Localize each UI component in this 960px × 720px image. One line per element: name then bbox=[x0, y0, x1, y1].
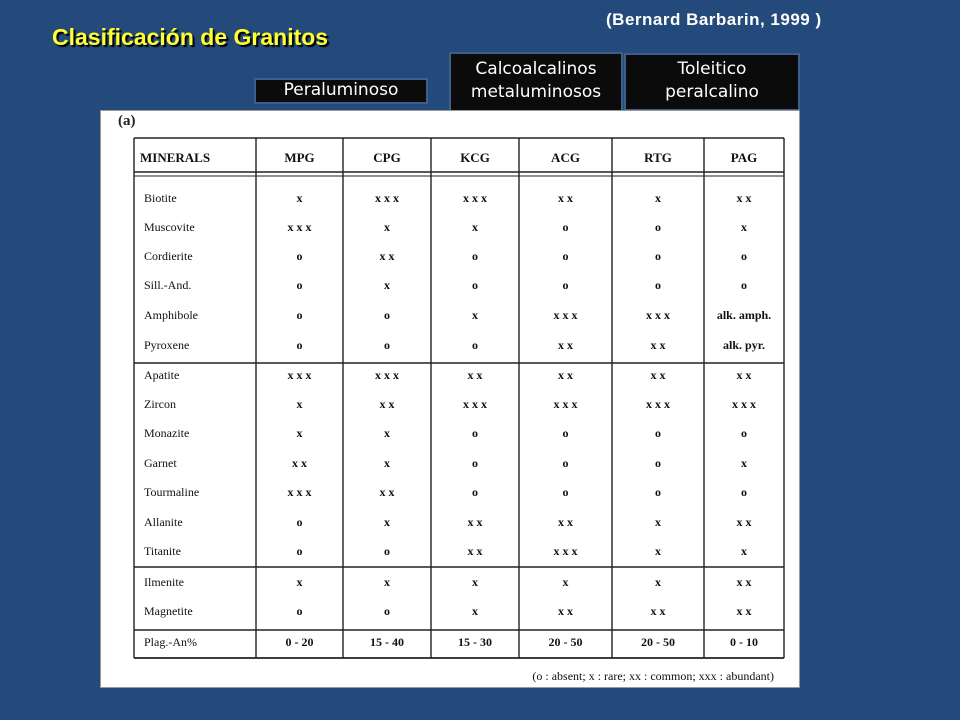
scanned-table-document bbox=[100, 110, 800, 688]
tag-calcoalcalinos-line2: metaluminosos bbox=[470, 82, 602, 102]
mineral-abundance: o bbox=[296, 308, 303, 322]
mineral-abundance: x x bbox=[467, 544, 483, 558]
mineral-abundance: x x bbox=[736, 575, 752, 589]
mineral-name: Pyroxene bbox=[144, 338, 190, 352]
mineral-abundance: x x x bbox=[646, 397, 670, 411]
mineral-abundance: x bbox=[384, 220, 390, 234]
mineral-name: Allanite bbox=[144, 515, 183, 529]
mineral-abundance: x x bbox=[379, 397, 395, 411]
mineral-name: Tourmaline bbox=[144, 485, 200, 499]
mineral-abundance: o bbox=[296, 544, 303, 558]
mineral-abundance: x x bbox=[558, 368, 573, 382]
mineral-abundance: x x bbox=[379, 485, 395, 499]
column-header: MINERALS bbox=[140, 150, 211, 165]
mineral-abundance: x x bbox=[736, 604, 752, 618]
table-grid-lines bbox=[100, 110, 800, 688]
mineral-abundance: x x bbox=[650, 368, 666, 382]
mineral-abundance: x x x bbox=[553, 308, 578, 322]
mineral-abundance: x bbox=[296, 397, 303, 411]
mineral-abundance: x bbox=[296, 575, 303, 589]
mineral-abundance: x x bbox=[736, 191, 752, 205]
mineral-abundance: x x bbox=[467, 368, 483, 382]
mineral-abundance: x bbox=[384, 575, 390, 589]
mineral-abundance: o bbox=[562, 278, 569, 292]
tag-calcoalcalinos bbox=[449, 52, 623, 112]
column-header: CPG bbox=[373, 150, 401, 165]
mineral-name: Biotite bbox=[144, 191, 177, 205]
mineral-abundance: o bbox=[384, 604, 390, 618]
mineral-abundance: x bbox=[741, 456, 747, 470]
mineral-abundance: x x x bbox=[375, 191, 399, 205]
mineral-name: Monazite bbox=[144, 426, 190, 440]
mineral-abundance: x x x bbox=[646, 308, 670, 322]
mineral-abundance: o bbox=[655, 456, 661, 470]
mineral-abundance: 15 - 30 bbox=[458, 635, 492, 649]
mineral-abundance: o bbox=[472, 338, 478, 352]
mineral-abundance: x bbox=[472, 220, 478, 234]
mineral-abundance: o bbox=[562, 249, 569, 263]
mineral-abundance: x x bbox=[558, 515, 573, 529]
mineral-abundance: o bbox=[655, 426, 661, 440]
citation: (Bernard Barbarin, 1999 ) bbox=[606, 10, 822, 29]
mineral-abundance: x x bbox=[650, 604, 666, 618]
tag-toleitico bbox=[624, 53, 800, 111]
mineral-abundance: o bbox=[472, 426, 478, 440]
mineral-abundance: o bbox=[384, 308, 390, 322]
mineral-abundance: x bbox=[296, 426, 303, 440]
tag-peraluminoso-label: Peraluminoso bbox=[283, 80, 399, 100]
mineral-abundance: o bbox=[741, 485, 747, 499]
mineral-abundance: x x x bbox=[553, 397, 578, 411]
tag-toleitico-line2: peralcalino bbox=[665, 82, 759, 102]
mineral-abundance: x bbox=[655, 544, 661, 558]
mineral-abundance: o bbox=[384, 544, 390, 558]
mineral-name: Plag.-An% bbox=[144, 635, 197, 649]
mineral-abundance: 20 - 50 bbox=[548, 635, 583, 649]
tag-calcoalcalinos-line1: Calcoalcalinos bbox=[475, 59, 597, 79]
mineral-name: Sill.-And. bbox=[144, 278, 192, 292]
mineral-abundance: o bbox=[741, 426, 747, 440]
mineral-abundance: o bbox=[296, 249, 303, 263]
mineral-abundance: x bbox=[384, 278, 390, 292]
mineral-abundance: x bbox=[472, 575, 478, 589]
mineral-abundance: o bbox=[655, 278, 661, 292]
mineral-abundance: x x bbox=[558, 338, 573, 352]
mineral-abundance: 0 - 20 bbox=[285, 635, 314, 649]
tag-peraluminoso bbox=[254, 78, 428, 104]
mineral-abundance: x bbox=[384, 426, 390, 440]
mineral-abundance: o bbox=[655, 220, 661, 234]
mineral-abundance: o bbox=[296, 338, 303, 352]
column-header: KCG bbox=[460, 150, 490, 165]
mineral-abundance: x bbox=[296, 191, 303, 205]
mineral-abundance: 0 - 10 bbox=[730, 635, 758, 649]
mineral-abundance: x x x bbox=[375, 368, 399, 382]
mineral-abundance: x x x bbox=[287, 485, 312, 499]
mineral-abundance: o bbox=[472, 456, 478, 470]
mineral-name: Amphibole bbox=[144, 308, 198, 322]
mineral-abundance: o bbox=[296, 604, 303, 618]
mineral-abundance: x x bbox=[736, 515, 752, 529]
mineral-name: Magnetite bbox=[144, 604, 193, 618]
mineral-abundance: x bbox=[472, 604, 478, 618]
mineral-abundance: x bbox=[384, 515, 390, 529]
mineral-name: Ilmenite bbox=[144, 575, 184, 589]
mineral-abundance: x x bbox=[467, 515, 483, 529]
column-header: PAG bbox=[730, 150, 758, 165]
mineral-abundance: x x bbox=[379, 249, 395, 263]
table-legend: (o : absent; x : rare; xx : common; xxx : abundant) bbox=[532, 669, 774, 683]
mineral-abundance: o bbox=[741, 278, 747, 292]
column-header: MPG bbox=[284, 150, 315, 165]
mineral-abundance: x x bbox=[736, 368, 752, 382]
mineral-name: Apatite bbox=[144, 368, 180, 382]
mineral-abundance: x x x bbox=[463, 191, 487, 205]
mineral-name: Titanite bbox=[144, 544, 181, 558]
mineral-abundance: o bbox=[655, 249, 661, 263]
mineral-abundance: o bbox=[296, 278, 303, 292]
mineral-abundance: o bbox=[472, 485, 478, 499]
slide-title: Clasificación de Granitos bbox=[52, 24, 329, 50]
mineral-name: Garnet bbox=[144, 456, 177, 470]
mineral-abundance: o bbox=[296, 515, 303, 529]
mineral-abundance: o bbox=[472, 249, 478, 263]
mineral-abundance: x bbox=[384, 456, 390, 470]
mineral-abundance: x x bbox=[650, 338, 666, 352]
column-header: ACG bbox=[551, 150, 580, 165]
mineral-abundance: x x x bbox=[553, 544, 578, 558]
mineral-abundance: o bbox=[741, 249, 747, 263]
figure-label: (a) bbox=[118, 113, 136, 129]
mineral-abundance: x bbox=[655, 191, 661, 205]
mineral-abundance: x bbox=[655, 575, 661, 589]
mineral-abundance: x x x bbox=[732, 397, 756, 411]
mineral-abundance: x bbox=[562, 575, 569, 589]
mineral-abundance: x bbox=[655, 515, 661, 529]
mineral-abundance: o bbox=[655, 485, 661, 499]
mineral-abundance: x x x bbox=[287, 368, 312, 382]
mineral-abundance: x x x bbox=[287, 220, 312, 234]
mineral-abundance: 15 - 40 bbox=[370, 635, 404, 649]
mineral-name: Cordierite bbox=[144, 249, 193, 263]
mineral-name: Muscovite bbox=[144, 220, 195, 234]
mineral-abundance: x x x bbox=[463, 397, 487, 411]
mineral-abundance: 20 - 50 bbox=[641, 635, 675, 649]
mineral-abundance: alk. pyr. bbox=[723, 338, 765, 352]
column-header: RTG bbox=[644, 150, 672, 165]
mineral-abundance: o bbox=[384, 338, 390, 352]
mineral-abundance: x bbox=[472, 308, 478, 322]
mineral-abundance: alk. amph. bbox=[716, 308, 772, 322]
mineral-name: Zircon bbox=[144, 397, 176, 411]
mineral-abundance: o bbox=[562, 426, 569, 440]
mineral-abundance: o bbox=[562, 220, 569, 234]
mineral-abundance: x x bbox=[558, 604, 573, 618]
mineral-abundance: o bbox=[562, 485, 569, 499]
mineral-abundance: x x bbox=[292, 456, 307, 470]
mineral-abundance: o bbox=[562, 456, 569, 470]
mineral-abundance: o bbox=[472, 278, 478, 292]
mineral-abundance: x x bbox=[558, 191, 573, 205]
tag-toleitico-line1: Toleitico bbox=[677, 59, 747, 79]
mineral-abundance: x bbox=[741, 544, 747, 558]
mineral-abundance: x bbox=[741, 220, 747, 234]
